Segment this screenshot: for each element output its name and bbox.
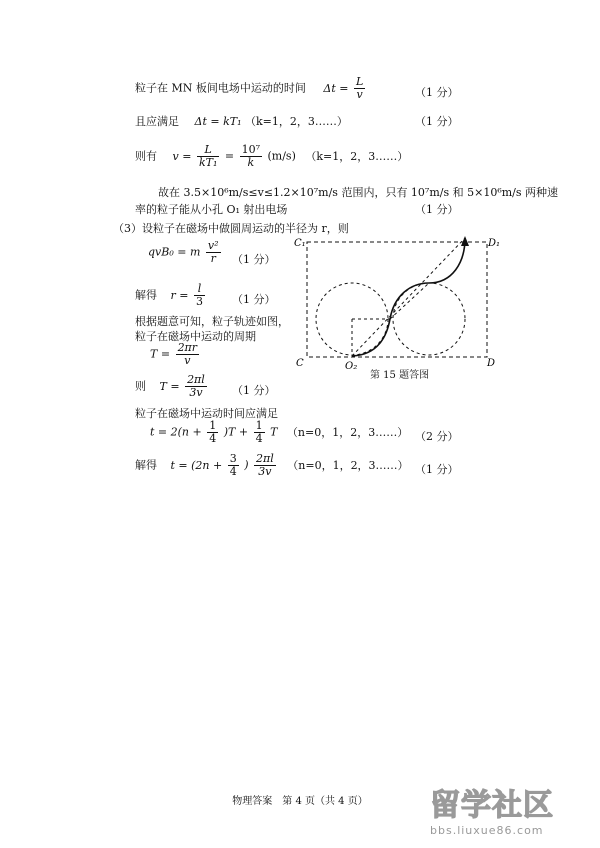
l12-lhs: T = [159, 379, 180, 393]
line-2 [135, 113, 348, 129]
label-d1: D₁ [488, 238, 501, 249]
line-15 [135, 453, 409, 478]
score-14: （2 分） [415, 430, 459, 443]
score-1: （1 分） [415, 86, 459, 99]
l7-num: v² [207, 239, 219, 252]
line-5: 率的粒子能从小孔 O₁ 射出电场 [135, 203, 288, 216]
l3-fraction-2 [240, 144, 262, 169]
l11-fraction [176, 342, 200, 367]
l1-text: 粒子在 MN 板间电场中运动的时间 [135, 81, 306, 95]
l14-cond: （n=0，1，2，3……） [286, 425, 409, 439]
l14-den1: 4 [209, 432, 217, 445]
line-11 [150, 342, 201, 367]
diagonal-dashed [352, 238, 465, 356]
l3-fraction-1 [197, 144, 219, 169]
l3-den1: kT₁ [198, 156, 218, 169]
line-14 [150, 420, 408, 445]
l15-den2: 3v [258, 465, 272, 478]
l11-num: 2πr [177, 341, 198, 354]
l12-fraction [185, 374, 207, 399]
l3-eq-lhs: v = [172, 149, 192, 163]
l14-den2: 4 [255, 432, 263, 445]
l15-fraction-1 [228, 453, 239, 478]
watermark-logo: 留学社区 [430, 788, 554, 823]
l3-eq-mid: = [224, 149, 235, 163]
l1-den: v [356, 88, 363, 101]
l3-text: 则有 [135, 149, 157, 163]
figure-caption: 第 15 题答图 [370, 370, 430, 381]
score-15: （1 分） [415, 463, 459, 476]
l12-num: 2πl [187, 373, 205, 386]
label-d: D [487, 358, 496, 369]
l3-cond: （k=1，2，3……） [305, 149, 409, 163]
page-footer: 物理答案 第 4 页（共 4 页） [232, 796, 368, 807]
l7-fraction [206, 240, 221, 265]
l14-eq-c: T [270, 425, 278, 439]
label-c: C [296, 358, 304, 369]
l8-fraction [194, 283, 205, 308]
arrow-head-icon [461, 236, 469, 246]
line-4: 故在 3.5×10⁶m/s≤v≤1.2×10⁷m/s 范围内，只有 10⁷m/s 和 5×10⁶m/s 两种速 [158, 186, 559, 199]
l8-den: 3 [195, 295, 203, 308]
l14-eq-b: )T + [223, 425, 249, 439]
score-7: （1 分） [232, 253, 276, 266]
l1-fraction [354, 76, 365, 101]
l1-num: L [355, 75, 364, 88]
l15-eq-b: ) [244, 458, 249, 472]
l2-cond: （k=1，2，3……） [245, 115, 348, 128]
l15-num1: 3 [229, 452, 237, 465]
l2-eq: Δt = kT₁ [194, 115, 242, 128]
l12-text: 则 [135, 379, 146, 393]
label-o2: O₂ [345, 361, 358, 372]
l8-num: l [194, 283, 205, 296]
l14-num2: 1 [255, 419, 263, 432]
l15-den1: 4 [229, 465, 237, 478]
l3-num2: 10⁷ [241, 143, 260, 156]
l15-fraction-2 [254, 453, 276, 478]
line-12 [135, 374, 209, 399]
l15-cond: （n=0，1，2，3……） [287, 458, 409, 472]
l15-num2: 2πl [256, 452, 274, 465]
l7-lhs: qvB₀ = m [148, 245, 201, 259]
l14-fraction-1 [207, 420, 218, 445]
l8-text: 解得 [135, 288, 157, 302]
l15-eq-a: t = (2n + [170, 458, 223, 472]
line-7 [148, 240, 223, 265]
l11-lhs: T = [150, 347, 171, 361]
score-5: （1 分） [415, 203, 459, 216]
label-c1: C₁ [294, 238, 306, 249]
l14-num1: 1 [209, 419, 217, 432]
circle-right [393, 283, 465, 355]
l8-lhs: r = [170, 288, 189, 302]
line-10: 粒子在磁场中运动的周期 [135, 330, 256, 343]
l14-fraction-2 [254, 420, 265, 445]
l14-eq-a: t = 2(n + [150, 425, 202, 439]
score-12: （1 分） [232, 384, 276, 397]
l2-text: 且应满足 [135, 115, 179, 128]
l12-den: 3v [189, 386, 203, 399]
line-13: 粒子在磁场中运动时间应满足 [135, 407, 278, 420]
line-9: 根据题意可知，粒子轨迹如图， [135, 315, 289, 328]
score-8: （1 分） [232, 293, 276, 306]
watermark [430, 788, 600, 848]
line-1 [135, 76, 367, 101]
trajectory-figure [290, 228, 510, 378]
l1-eq-lhs: Δt = [323, 81, 349, 95]
l15-text: 解得 [135, 458, 157, 472]
line-3 [135, 144, 408, 169]
l3-unit: (m/s) [267, 149, 296, 163]
score-2: （1 分） [415, 115, 459, 128]
l3-num1: L [197, 144, 219, 157]
l7-den: r [210, 252, 216, 265]
watermark-url: bbs.liuxue86.com [430, 824, 544, 837]
line-8 [135, 283, 207, 308]
line-6: （3）设粒子在磁场中做圆周运动的半径为 r，则 [113, 222, 349, 235]
l11-den: v [184, 354, 191, 367]
l3-den2: k [247, 156, 255, 169]
